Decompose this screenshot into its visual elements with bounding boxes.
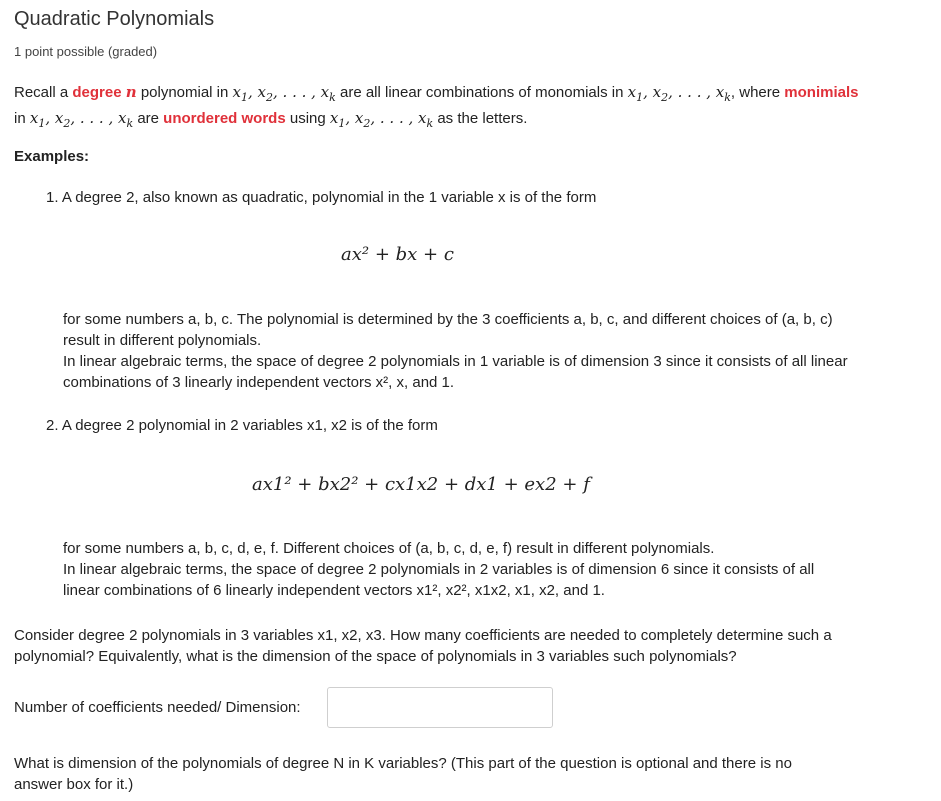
intro-paragraph: Recall a degree n polynomial in $x_1$, $x_2$, . . . , $x_k$ are all linear combinations of monomials in $x_1$, $x_2$, . . . , $x_k$, where monimials in $x_1$, $x_2$, . . . , $x_k$ are unordered words using $x_1$, $x_2$, . . . , $x_k$ as the letters. [14,83,859,130]
example-1-intro: 1. A degree 2, also known as quadratic, polynomial in the 1 variable x is of the form [46,189,597,206]
example-2-intro: 2. A degree 2 polynomial in 2 variables x1, x2 is of the form [46,417,438,434]
term-unordered-words: unordered words [163,110,286,127]
optional-question-text: What is dimension of the polynomials of degree N in K variables? (This part of the question is optional and there is no answer box for it.) [14,755,792,793]
question-text: Consider degree 2 polynomials in 3 variables x1, x2, x3. How many coefficients are needed to completely determine such a polynomial? Equivalently, what is the dimension of the space of polynomials in 3 variables such polynomials? [14,627,832,665]
examples-heading: Examples: [14,148,90,165]
answer-label: Number of coefficients needed/ Dimension: [14,699,301,716]
example-1-formula: ax² + bx + c [341,244,454,265]
answer-input[interactable] [327,687,553,728]
term-monimials: monimials [784,84,859,101]
example-1-text: for some numbers a, b, c. The polynomial is determined by the 3 coefficients a, b, c, and different choices of (a, b, c) result in different polynomials. In linear algebraic terms, the space of degree 2 polynomials in 1 variable is of dimension 3 since it consists of all linear combinations of 3 linearly independent vectors x², x, and 1. [63,311,848,391]
points-possible: 1 point possible (graded) [14,44,158,59]
example-2-formula: ax1² + bx2² + cx1x2 + dx1 + ex2 + f [252,474,590,495]
problem-title: Quadratic Polynomials [14,8,215,30]
term-degree-n: degree n [72,83,137,101]
example-2-text: for some numbers a, b, c, d, e, f. Different choices of (a, b, c, d, e, f) result in different polynomials. In linear algebraic terms, the space of degree 2 polynomials in 2 variables is of dimension 6 since it consists of all linear combinations of 6 linearly independent vectors x1², x2², x1x2, x1, x2, and 1. [63,540,815,599]
